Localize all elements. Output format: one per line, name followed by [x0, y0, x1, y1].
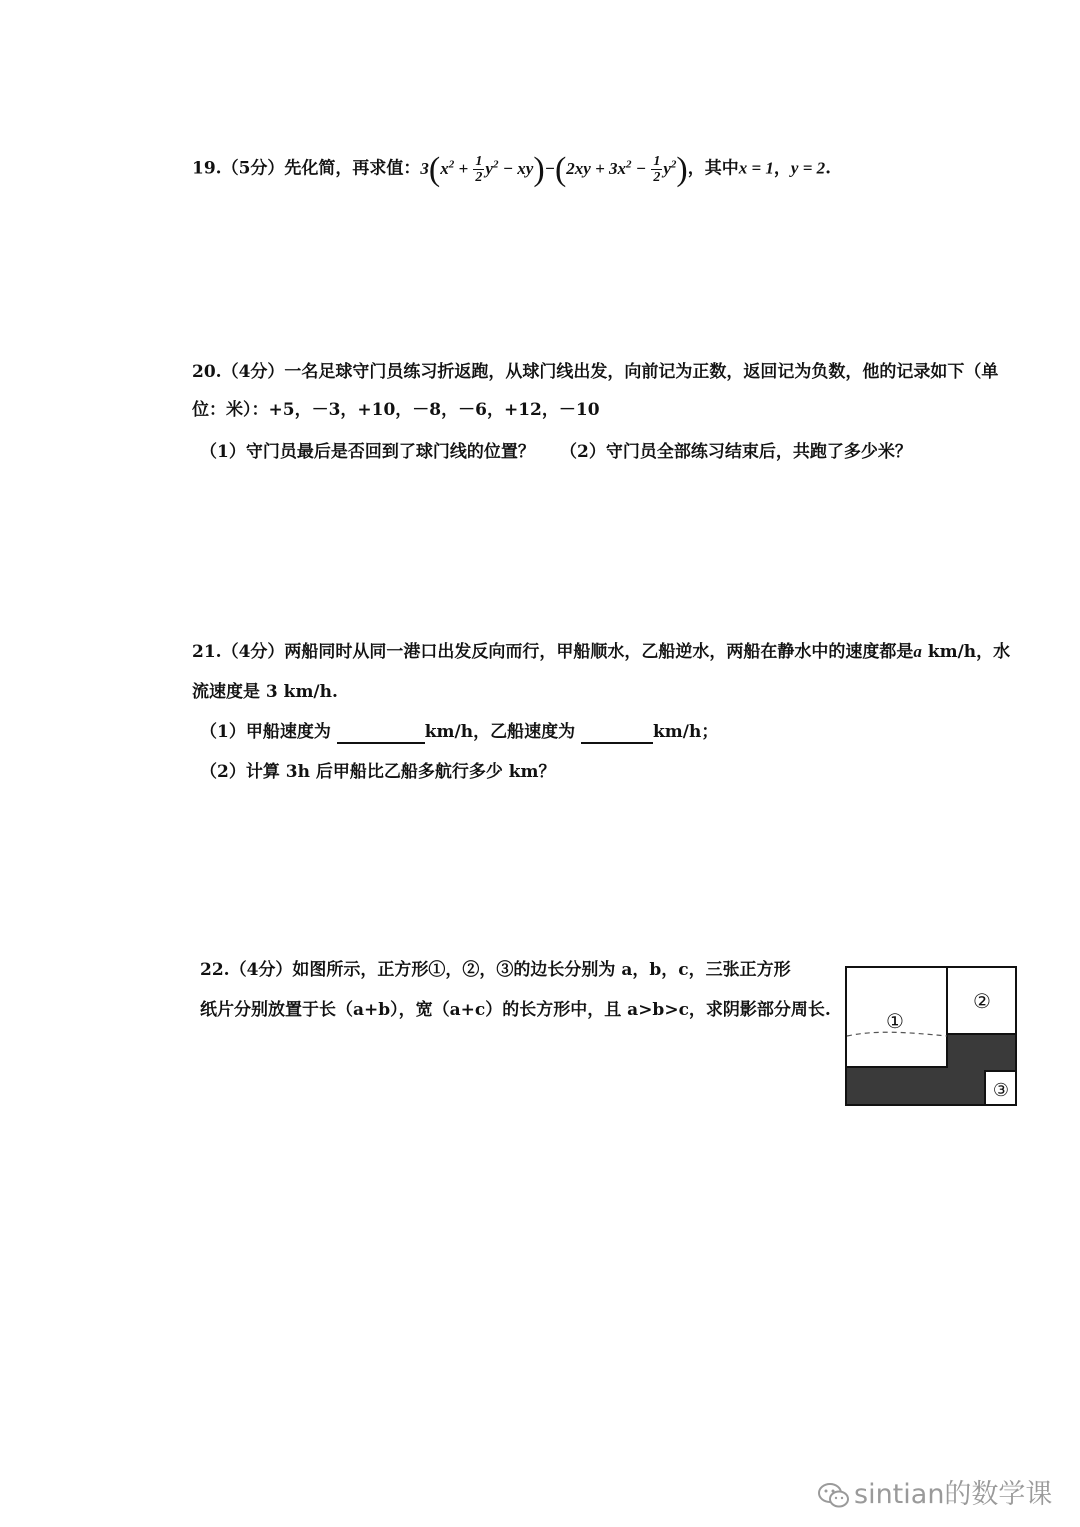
square-2-label: ② [973, 989, 991, 1013]
fraction-half: $\frac{1}{2}$ [475, 154, 483, 186]
var-a: a [913, 642, 922, 661]
question-20-line2: 位：米）：+5，－3，+10，－8，－6，+12，－10 [192, 400, 600, 420]
question-22-line1: 22.（4分）如图所示，正方形①，②，③的边长分别为 a，b，c，三张正方形 [200, 960, 791, 980]
condition-x: x = 1 [738, 158, 774, 178]
answer-blank-1[interactable] [337, 724, 425, 744]
square-1-label: ① [886, 1009, 904, 1033]
watermark-text: sintian的数学课 [854, 1479, 1053, 1510]
question-22-line2: 纸片分别放置于长（a+b），宽（a+c）的长方形中，且 a>b>c，求阴影部分周长. [200, 1000, 831, 1020]
question-20-line1: 20.（4分）一名足球守门员练习折返跑，从球门线出发，向前记为正数，返回记为负数，他的记录如下（单 [192, 362, 999, 382]
question-21-sub1: （1）甲船速度为 km/h，乙船速度为 km/h； [200, 722, 719, 742]
wechat-icon [818, 1482, 850, 1510]
fraction-half-2: $\frac{1}{2}$ [653, 154, 661, 186]
square-3-label: ③ [992, 1080, 1010, 1101]
question-20-sub2: （2）守门员全部练习结束后，共跑了多少米？ [560, 442, 912, 462]
q19-prefix: 19.（5分）先化简，再求值： [192, 158, 421, 179]
watermark [818, 1472, 1052, 1511]
answer-blank-2[interactable] [581, 724, 653, 744]
question-21-line1: 21.（4分）两船同时从同一港口出发反向而行，甲船顺水，乙船逆水，两船在静水中的速度都是a km/h，水 [192, 642, 1011, 662]
question-21-line2: 流速度是 3 km/h. [192, 682, 338, 702]
q19-expression: $3(x^2$ + $\frac{1}{2}$ $y^2 - xy)-(2xy + 3x^2$ − $\frac{1}{2}$ $y^2$) [420, 150, 688, 188]
condition-y: y = 2 [790, 158, 826, 178]
shaded-region-bottom [845, 1066, 985, 1106]
question-21-sub2: （2）计算 3h 后甲船比乙船多航行多少 km？ [200, 762, 556, 782]
question-19: 19.（5分）先化简，再求值：$3(x^2$ + $\frac{1}{2}$ $y^2 - xy)-(2xy + 3x^2$ − $\frac{1}{2}$ $y^2$)，其中x = 1，y = 2. [192, 150, 832, 188]
squares-figure [845, 966, 1017, 1106]
question-20-sub1: （1）守门员最后是否回到了球门线的位置？ [200, 442, 535, 462]
